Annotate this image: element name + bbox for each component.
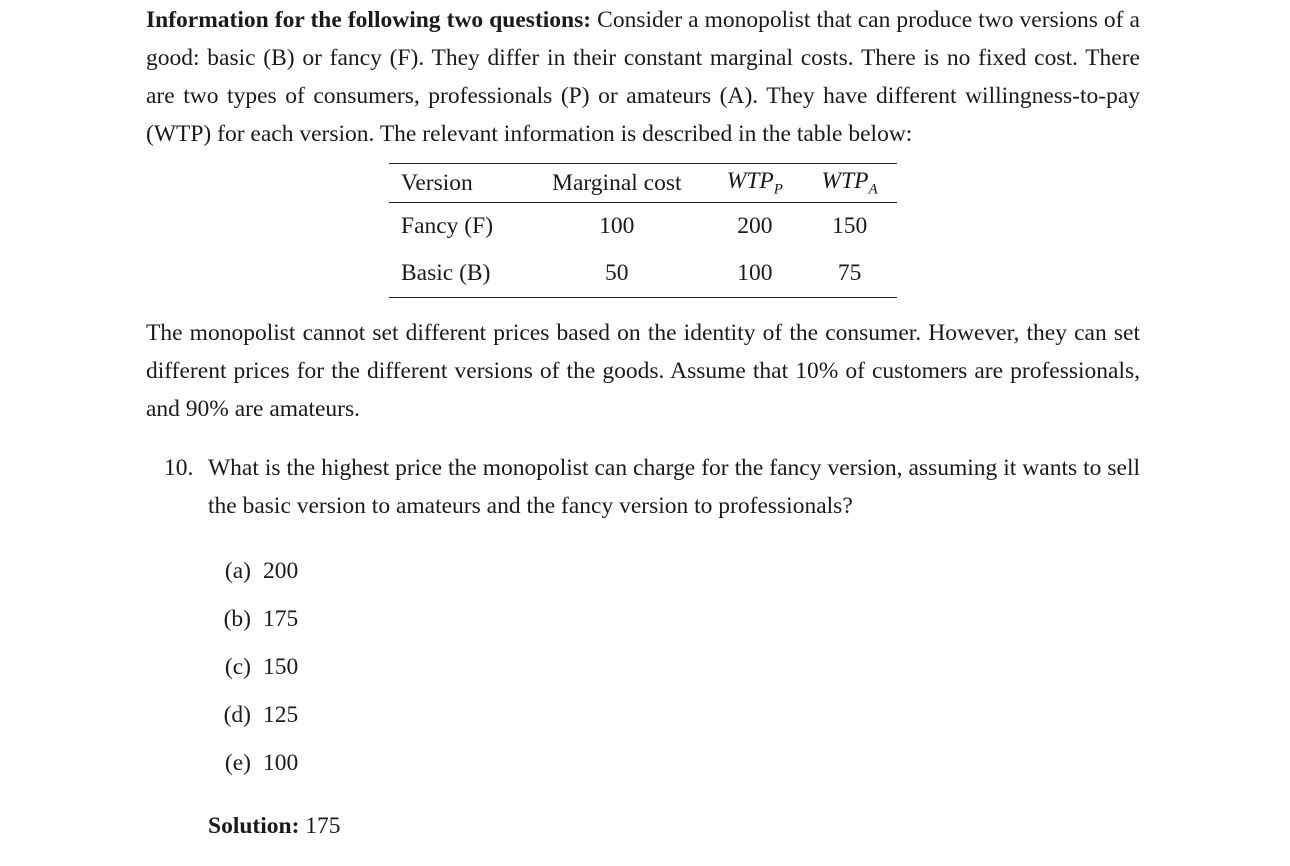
option-c	[208, 643, 1140, 691]
table-header-row	[389, 164, 897, 203]
cell-marginal-cost: 100	[599, 213, 635, 239]
cell-wtp-p: 100	[737, 260, 773, 286]
solution-value: 175	[299, 813, 341, 839]
option-value: 175	[263, 606, 299, 632]
cell-marginal-cost: 50	[605, 260, 629, 286]
header-wtp-p-sub: P	[773, 181, 783, 198]
option-value: 150	[263, 654, 299, 680]
intro-heading: Information for the following two questions:	[146, 7, 592, 33]
cell-wtp-a: 75	[837, 260, 862, 286]
answer-options	[208, 547, 1140, 787]
info-table-wrapper	[389, 163, 897, 298]
header-wtp-a-sub: A	[868, 181, 878, 198]
option-a	[208, 547, 1140, 595]
question-text: What is the highest price the monopolist can charge for the fancy version, assuming it wants to sell the basic version to amateurs and the fancy version to professionals?	[208, 455, 1140, 519]
option-label: (d)	[223, 702, 251, 728]
document-page	[146, 0, 1140, 845]
option-e	[208, 739, 1140, 787]
solution-label: Solution:	[208, 813, 300, 839]
option-label: (c)	[224, 654, 251, 680]
solution	[208, 807, 1140, 845]
header-wtp-p-base: WTP	[726, 167, 774, 194]
header-wtp-a-base: WTP	[821, 167, 869, 194]
question-number: 10.	[164, 455, 194, 481]
header-version: Version	[401, 169, 473, 196]
question-10	[146, 449, 1140, 525]
header-wtp-a	[802, 164, 897, 203]
option-label: (e)	[224, 750, 251, 776]
cell-wtp-p: 200	[737, 213, 773, 239]
header-marginal-cost: Marginal cost	[552, 169, 682, 196]
option-label: (b)	[223, 606, 251, 632]
option-b	[208, 595, 1140, 643]
cell-version: Basic (B)	[401, 260, 491, 286]
assumption-paragraph: The monopolist cannot set different prices based on the identity of the consumer. However, they can set different prices for the different versions of the goods. Assume that 10% of customers are professionals, and 90% are amateurs.	[146, 320, 1140, 422]
option-value: 200	[263, 558, 299, 584]
table-row	[389, 250, 897, 298]
cell-wtp-a: 150	[831, 213, 868, 239]
table-row	[389, 203, 897, 251]
header-wtp-p	[707, 164, 802, 203]
intro-paragraph	[146, 1, 1140, 153]
option-d	[208, 691, 1140, 739]
intro-text: Consider a monopolist that can produce two versions of a good: basic (B) or fancy (F). They differ in their constant marginal costs. There is no fixed cost. There are two types of consumers, professionals (P) or amateurs (A). They have different willingness-to-pay (WTP) for each version. The relevant information is described in the table below:	[146, 7, 1140, 147]
option-value: 125	[263, 702, 299, 728]
option-label: (a)	[224, 558, 251, 584]
info-table	[389, 163, 897, 298]
option-value: 100	[263, 750, 299, 776]
cell-version: Fancy (F)	[401, 213, 494, 239]
